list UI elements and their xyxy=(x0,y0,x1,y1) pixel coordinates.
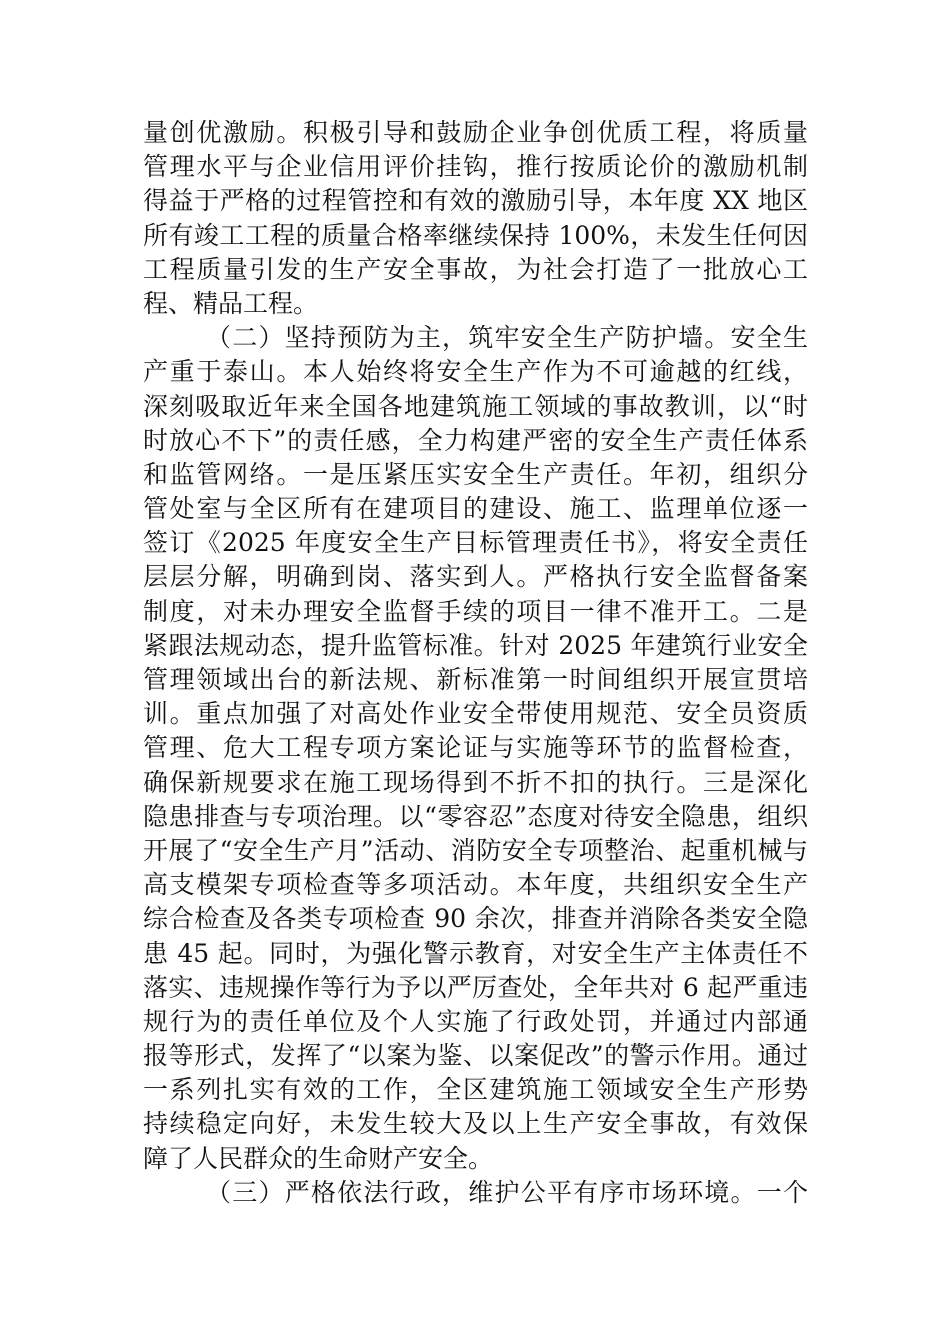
text-line: 紧跟法规动态，提升监管标准。针对 2025 年建筑行业安全 xyxy=(143,630,808,660)
text-line: 所有竣工工程的质量合格率继续保持 100%，未发生任何因 xyxy=(143,220,808,250)
text-line: 产重于泰山。本人始终将安全生产作为不可逾越的红线， xyxy=(143,357,808,387)
text-line: 高支模架专项检查等多项活动。本年度，共组织安全生产 xyxy=(143,870,808,900)
text-line: 患 45 起。同时，为强化警示教育，对安全生产主体责任不 xyxy=(143,938,808,968)
text-line: 层层分解，明确到岗、落实到人。严格执行安全监督备案 xyxy=(143,562,808,592)
section-heading-line: （三）严格依法行政，维护公平有序市场环境。一个 xyxy=(206,1177,808,1207)
text-line: 落实、违规操作等行为予以严厉查处，全年共对 6 起严重违 xyxy=(143,972,808,1002)
text-line: 报等形式，发挥了“以案为鉴、以案促改”的警示作用。通过 xyxy=(143,1041,808,1071)
text-line: 得益于严格的过程管控和有效的激励引导，本年度 XX 地区 xyxy=(143,186,808,216)
text-line: 持续稳定向好，未发生较大及以上生产安全事故，有效保 xyxy=(143,1109,808,1139)
text-line: 制度，对未办理安全监督手续的项目一律不准开工。二是 xyxy=(143,596,808,626)
document-body xyxy=(143,116,808,1210)
text-line: 管理水平与企业信用评价挂钩，推行按质论价的激励机制 xyxy=(143,152,808,182)
text-line: 深刻吸取近年来全国各地建筑施工领域的事故教训，以“时 xyxy=(143,391,808,421)
text-line: 工程质量引发的生产安全事故，为社会打造了一批放心工 xyxy=(143,254,808,284)
text-line: 障了人民群众的生命财产安全。 xyxy=(143,1143,494,1173)
text-line: 和监管网络。一是压紧压实安全生产责任。年初，组织分 xyxy=(143,459,808,489)
text-line: 管处室与全区所有在建项目的建设、施工、监理单位逐一 xyxy=(143,494,808,524)
text-line: 隐患排查与专项治理。以“零容忍”态度对待安全隐患，组织 xyxy=(143,801,808,831)
section-heading-line: （二）坚持预防为主，筑牢安全生产防护墙。安全生 xyxy=(206,323,808,353)
text-line: 管理、危大工程专项方案论证与实施等环节的监督检查， xyxy=(143,733,808,763)
text-line: 综合检查及各类专项检查 90 余次，排查并消除各类安全隐 xyxy=(143,904,808,934)
text-line: 量创优激励。积极引导和鼓励企业争创优质工程，将质量 xyxy=(143,118,808,147)
text-line: 规行为的责任单位及个人实施了行政处罚，并通过内部通 xyxy=(143,1006,808,1036)
text-line: 时放心不下”的责任感，全力构建严密的安全生产责任体系 xyxy=(143,425,808,455)
text-line: 开展了“安全生产月”活动、消防安全专项整治、起重机械与 xyxy=(143,835,808,865)
text-line: 一系列扎实有效的工作，全区建筑施工领域安全生产形势 xyxy=(143,1075,808,1105)
text-line: 程、精品工程。 xyxy=(143,288,319,318)
text-line: 签订《2025 年度安全生产目标管理责任书》，将安全责任 xyxy=(143,528,808,558)
text-line: 管理领域出台的新法规、新标准第一时间组织开展宣贯培 xyxy=(143,665,808,694)
text-line: 确保新规要求在施工现场得到不折不扣的执行。三是深化 xyxy=(143,767,808,797)
text-line: 训。重点加强了对高处作业安全带使用规范、安全员资质 xyxy=(143,699,808,729)
